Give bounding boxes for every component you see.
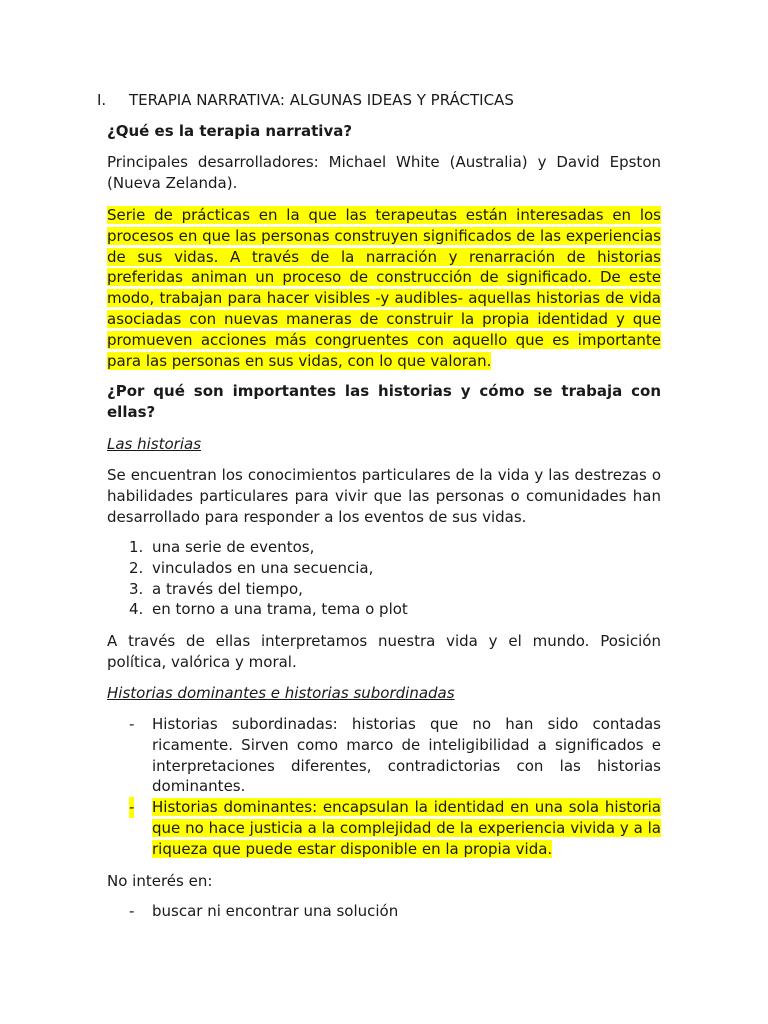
list-item-text: en torno a una trama, tema o plot — [152, 600, 408, 619]
list-marker: 3. — [129, 579, 144, 598]
list-item — [107, 579, 661, 600]
list-item-text: una serie de eventos, — [152, 538, 315, 556]
list-item-text: Historias dominantes: encapsulan la identidad en una sola historia que no hace justicia a la complejidad de la experiencia vivida y a la riqueza que puede estar disponible en la propia vida. — [152, 798, 661, 858]
no-interest-label: No interés en: — [107, 872, 213, 890]
section-number: I. — [97, 91, 107, 109]
subheading-dominant — [107, 683, 455, 704]
interpret-paragraph: A través de ellas interpretamos nuestra vida y el mundo. Posición política, valórica y moral. — [107, 632, 661, 671]
list-item-text: a través del tiempo, — [152, 579, 303, 598]
list-marker: 4. — [129, 600, 144, 619]
list-item-text: Historias subordinadas: historias que no han sido contadas ricamente. Sirven como marco de inteligibilidad a significados e interpretaciones diferentes, contradictorias con las historias dominantes. — [152, 715, 661, 796]
list-marker: 2. — [129, 558, 144, 577]
list-item-highlighted — [107, 797, 661, 859]
subheading-dominant-text: Historias dominantes e historias subordinadas — [107, 684, 455, 702]
list-marker: - — [129, 715, 135, 733]
section-title: TERAPIA NARRATIVA: ALGUNAS IDEAS Y PRÁCTICAS — [129, 91, 514, 109]
question-why-stories: ¿Por qué son importantes las historias y cómo se trabaja con ellas? — [107, 382, 661, 421]
list-marker: - — [129, 902, 135, 920]
question-what-is: ¿Qué es la terapia narrativa? — [107, 122, 353, 140]
list-marker: - — [129, 798, 135, 817]
dash-list-2 — [107, 901, 661, 922]
developers-paragraph: Principales desarrolladores: Michael White (Australia) y David Epston (Nueva Zelanda). — [107, 153, 661, 192]
section-heading — [97, 90, 514, 111]
list-item — [107, 558, 661, 579]
list-item — [107, 901, 661, 922]
list-item-text: vinculados en una secuencia, — [152, 558, 374, 577]
dash-list — [107, 714, 661, 860]
subheading-stories-text: Las historias — [107, 435, 202, 453]
stories-paragraph: Se encuentran los conocimientos particulares de la vida y las destrezas o habilidades particulares para vivir que las personas o comunidades han desarrollado para responder a los eventos de sus vidas. — [107, 466, 661, 526]
list-item — [107, 714, 661, 797]
definition-highlight: Serie de prácticas en la que las terapeutas están interesadas en los procesos en que las personas construyen significados de las experiencias de sus vidas. A través de la narración y renarración de historias preferidas animan un proceso de construcción de significado. De este modo, trabajan para hacer visibles -y audibles- aquellas historias de vida asociadas con nuevas maneras de construir la propia identidad y que promueven acciones más congruentes con aquello que es importante para las personas en sus vidas, con lo que valoran. — [107, 206, 661, 370]
definition-paragraph — [107, 205, 661, 371]
list-item-text: buscar ni encontrar una solución — [152, 902, 399, 920]
numbered-list — [107, 537, 661, 620]
list-item — [107, 599, 661, 620]
list-item — [107, 537, 661, 558]
subheading-stories — [107, 434, 201, 455]
list-marker: 1. — [129, 538, 144, 556]
